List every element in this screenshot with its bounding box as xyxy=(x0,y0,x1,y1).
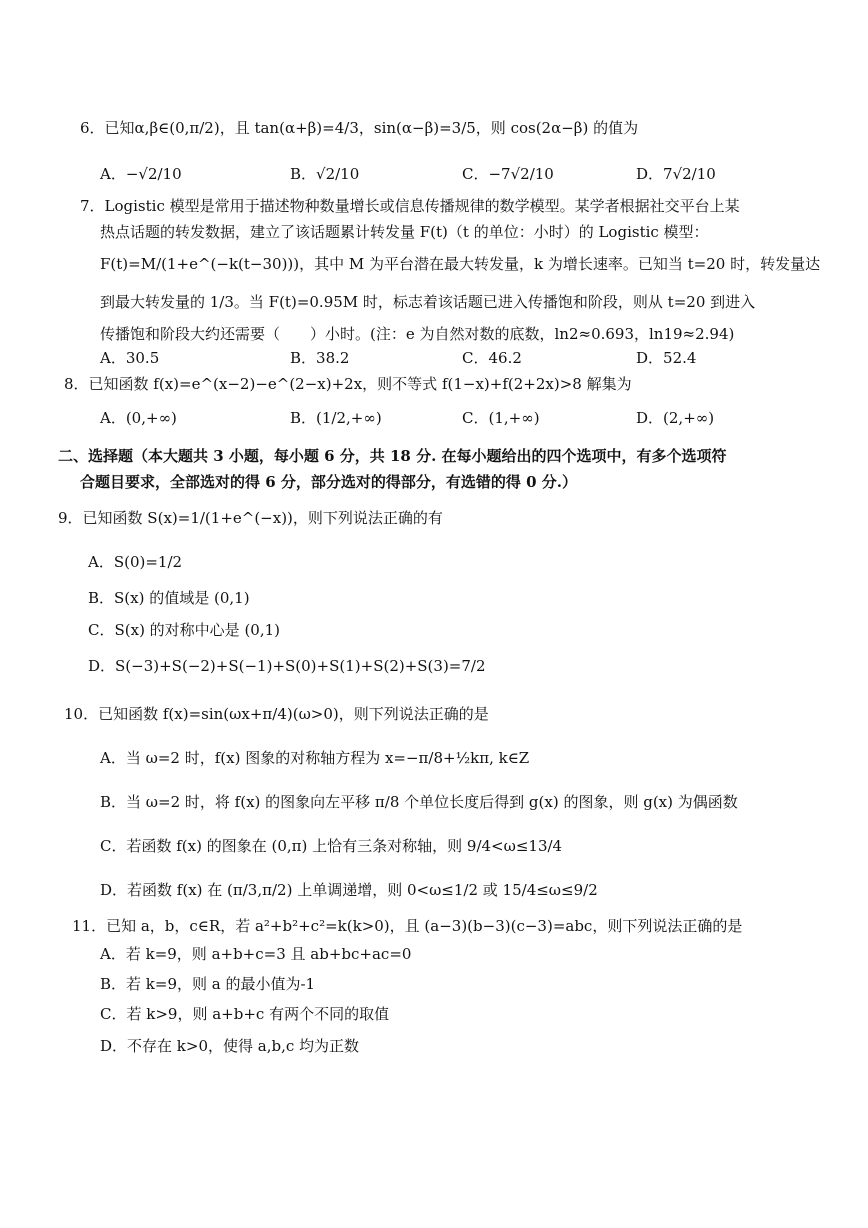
q6-option-d: D．7√2/10 xyxy=(636,165,716,183)
q6-stem: 6．已知α,β∈(0,π/2)，且 tan(α+β)=4/3，sin(α−β)=3/5，则 cos(2α−β) 的值为 xyxy=(80,119,639,137)
q7-line-4: 到最大转发量的 1/3。当 F(t)=0.95M 时，标志着该话题已进入传播饱和阶段，则从 t=20 到进入 xyxy=(100,293,756,311)
q8-option-c: C．(1,+∞) xyxy=(462,409,540,427)
q9-option-a: A．S(0)=1/2 xyxy=(88,553,183,571)
q11-option-b: B．若 k=9，则 a 的最小值为-1 xyxy=(100,975,316,993)
q10-option-d: D．若函数 f(x) 在 (π/3,π/2) 上单调递增，则 0<ω≤1/2 或 15/4≤ω≤9/2 xyxy=(100,881,598,899)
q7-option-b: B．38.2 xyxy=(290,349,350,367)
q11-stem: 11．已知 a，b，c∈R，若 a²+b²+c²=k(k>0)，且 (a−3)(b−3)(c−3)=abc，则下列说法正确的是 xyxy=(72,917,743,935)
q7-line-3: F(t)=M/(1+e^(−k(t−30)))，其中 M 为平台潜在最大转发量，k 为增长速率。已知当 t=20 时，转发量达 xyxy=(100,255,821,273)
q6-option-a: A．−√2/10 xyxy=(100,165,182,183)
q8-option-a: A．(0,+∞) xyxy=(100,409,177,427)
q8-option-b: B．(1/2,+∞) xyxy=(290,409,382,427)
q9-option-b: B．S(x) 的值域是 (0,1) xyxy=(88,589,250,607)
q9-stem: 9．已知函数 S(x)=1/(1+e^(−x))，则下列说法正确的有 xyxy=(58,509,443,527)
q11-option-c: C．若 k>9，则 a+b+c 有两个不同的取值 xyxy=(100,1005,390,1023)
q6-option-b: B．√2/10 xyxy=(290,165,360,183)
q10-option-a: A．当 ω=2 时，f(x) 图象的对称轴方程为 x=−π/8+½kπ, k∈Z xyxy=(100,749,530,767)
q6-option-c: C．−7√2/10 xyxy=(462,165,554,183)
section-2-heading: 二、选择题（本大题共 3 小题，每小题 6 分，共 18 分. 在每小题给出的四个选项中，有多个选项符 xyxy=(58,447,727,465)
q11-option-d: D．不存在 k>0，使得 a,b,c 均为正数 xyxy=(100,1037,360,1055)
q7-option-d: D．52.4 xyxy=(636,349,697,367)
q7-option-a: A．30.5 xyxy=(100,349,160,367)
q7-option-c: C．46.2 xyxy=(462,349,522,367)
q7-line-1: 7．Logistic 模型是常用于描述物种数量增长或信息传播规律的数学模型。某学者根据社交平台上某 xyxy=(80,197,740,215)
q7-line-2: 热点话题的转发数据，建立了该话题累计转发量 F(t)（t 的单位：小时）的 Logistic 模型： xyxy=(100,223,709,241)
q10-option-c: C．若函数 f(x) 的图象在 (0,π) 上恰有三条对称轴，则 9/4<ω≤13/4 xyxy=(100,837,563,855)
q10-option-b: B．当 ω=2 时，将 f(x) 的图象向左平移 π/8 个单位长度后得到 g(x) 的图象，则 g(x) 为偶函数 xyxy=(100,793,738,811)
q8-stem: 8．已知函数 f(x)=e^(x−2)−e^(2−x)+2x，则不等式 f(1−x)+f(2+2x)>8 解集为 xyxy=(64,375,632,393)
q11-option-a: A．若 k=9，则 a+b+c=3 且 ab+bc+ac=0 xyxy=(100,945,412,963)
q7-line-5: 传播饱和阶段大约还需要（ ）小时。(注：e 为自然对数的底数，ln2≈0.693，ln19≈2.94) xyxy=(100,325,735,343)
q9-option-c: C．S(x) 的对称中心是 (0,1) xyxy=(88,621,281,639)
section-2-heading-cont: 合题目要求，全部选对的得 6 分，部分选对的得部分，有选错的得 0 分.） xyxy=(80,473,577,491)
q9-option-d: D．S(−3)+S(−2)+S(−1)+S(0)+S(1)+S(2)+S(3)=7/2 xyxy=(88,657,486,675)
q8-option-d: D．(2,+∞) xyxy=(636,409,715,427)
q10-stem: 10．已知函数 f(x)=sin(ωx+π/4)(ω>0)，则下列说法正确的是 xyxy=(64,705,489,723)
